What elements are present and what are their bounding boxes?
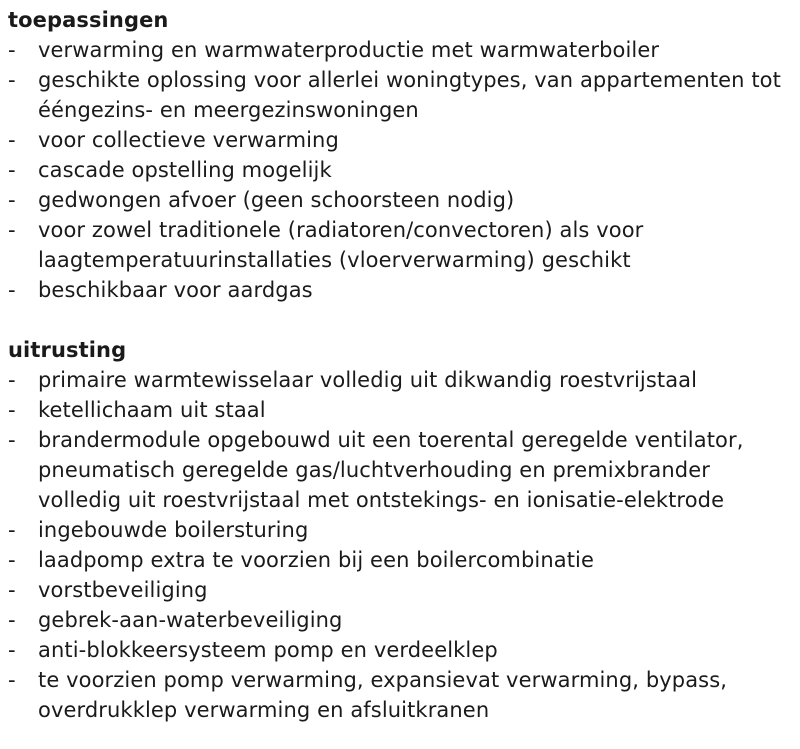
list-item-text: voor collectieve verwarming: [38, 128, 339, 152]
bullet-dash: -: [8, 608, 16, 632]
list-item-text: gebrek-aan-waterbeveiliging: [38, 608, 343, 632]
list-item-text: voor zowel traditionele (radiatoren/convectoren) als voor laagtemperatuurinstallaties (vloerverwarming) geschikt: [38, 218, 644, 272]
list-item: [8, 665, 796, 725]
bullet-dash: -: [8, 278, 16, 302]
bullet-list: [8, 365, 796, 725]
list-item-text: beschikbaar voor aardgas: [38, 278, 313, 302]
section-heading: uitrusting: [8, 338, 127, 362]
list-item: [8, 395, 796, 425]
list-item-text: laadpomp extra te voorzien bij een boilercombinatie: [38, 548, 595, 572]
section-toepassingen: [8, 5, 796, 305]
list-item: [8, 575, 796, 605]
bullet-dash: -: [8, 188, 16, 212]
list-item-text: ketellichaam uit staal: [38, 398, 266, 422]
bullet-dash: -: [8, 578, 16, 602]
list-item: [8, 65, 796, 125]
list-item: [8, 605, 796, 635]
bullet-dash: -: [8, 218, 16, 242]
list-item-text: vorstbeveiliging: [38, 578, 208, 602]
list-item-text: gedwongen afvoer (geen schoorsteen nodig): [38, 188, 515, 212]
list-item-text: brandermodule opgebouwd uit een toerental geregelde ventilator, pneumatisch geregelde gas/luchtverhouding en premixbrander volledig uit roestvrijstaal met ontstekings- en ionisatie-elektrode: [38, 428, 744, 512]
list-item-text: cascade opstelling mogelijk: [38, 158, 332, 182]
list-item: [8, 365, 796, 395]
list-item: [8, 155, 796, 185]
bullet-dash: -: [8, 668, 16, 692]
list-item-text: ingebouwde boilersturing: [38, 518, 309, 542]
list-item-text: te voorzien pomp verwarming, expansievat verwarming, bypass, overdrukklep verwarming en afsluitkranen: [38, 668, 728, 722]
list-item: [8, 125, 796, 155]
list-item: [8, 275, 796, 305]
section-heading: toepassingen: [8, 8, 169, 32]
bullet-dash: -: [8, 398, 16, 422]
list-item-text: geschikte oplossing voor allerlei woningtypes, van appartementen tot ééngezins- en meergezinswoningen: [38, 68, 781, 122]
bullet-dash: -: [8, 38, 16, 62]
list-item-text: primaire warmtewisselaar volledig uit dikwandig roestvrijstaal: [38, 368, 698, 392]
bullet-dash: -: [8, 158, 16, 182]
bullet-dash: -: [8, 128, 16, 152]
list-item: [8, 425, 796, 515]
list-item: [8, 35, 796, 65]
bullet-dash: -: [8, 68, 16, 92]
bullet-dash: -: [8, 368, 16, 392]
list-item: [8, 185, 796, 215]
bullet-dash: -: [8, 518, 16, 542]
list-item-text: verwarming en warmwaterproductie met warmwaterboiler: [38, 38, 660, 62]
document-page: [8, 5, 796, 725]
bullet-list: [8, 35, 796, 305]
list-item: [8, 215, 796, 275]
section-uitrusting: [8, 335, 796, 725]
bullet-dash: -: [8, 638, 16, 662]
list-item-text: anti-blokkeersysteem pomp en verdeelklep: [38, 638, 498, 662]
list-item: [8, 515, 796, 545]
bullet-dash: -: [8, 548, 16, 572]
list-item: [8, 635, 796, 665]
bullet-dash: -: [8, 428, 16, 452]
list-item: [8, 545, 796, 575]
